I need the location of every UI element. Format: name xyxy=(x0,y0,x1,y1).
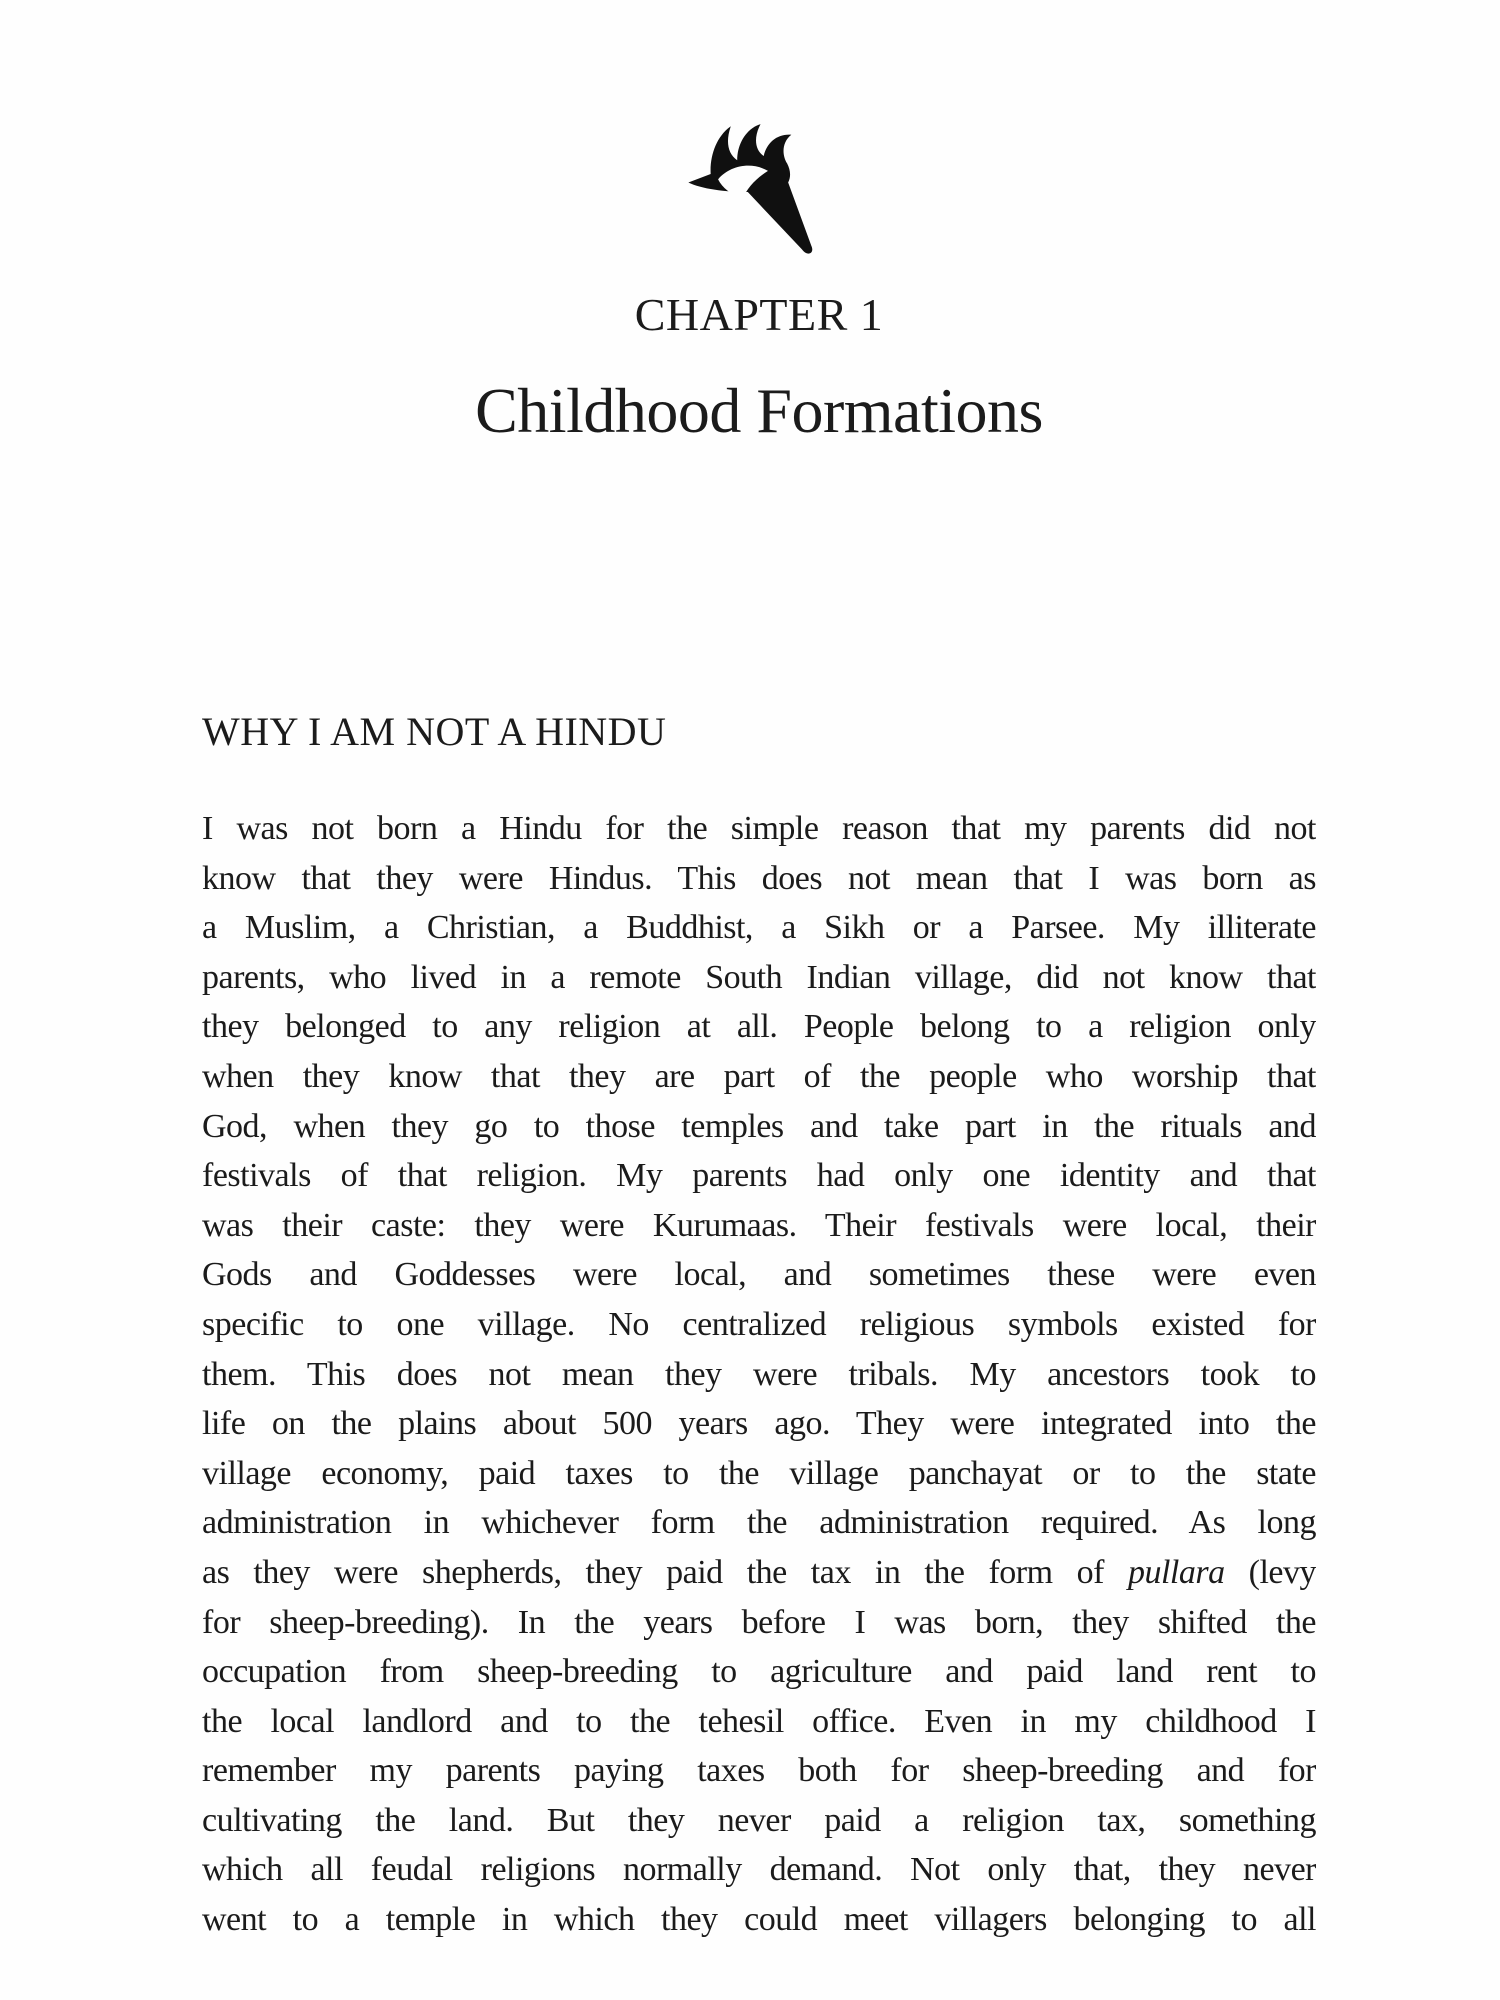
text-segment: parents, who lived in a remote South Indian village, did not know that xyxy=(202,958,1316,996)
body-line xyxy=(202,1548,1316,1598)
text-segment: administration in whichever form the administration required. As long xyxy=(202,1504,1316,1542)
text-segment: they belonged to any religion at all. People belong to a religion only xyxy=(202,1008,1316,1046)
text-segment: when they know that they are part of the people who worship that xyxy=(202,1057,1316,1095)
chapter-title: Childhood Formations xyxy=(475,375,1043,446)
text-segment: the local landlord and to the tehesil office. Even in my childhood I xyxy=(202,1702,1316,1740)
text-segment: (levy xyxy=(1224,1553,1316,1591)
body-line xyxy=(202,1647,1316,1697)
body-line xyxy=(202,953,1316,1003)
chapter-number-label: CHAPTER 1 xyxy=(634,289,884,340)
body-line xyxy=(202,1399,1316,1449)
body-line xyxy=(202,1746,1316,1796)
text-segment: a Muslim, a Christian, a Buddhist, a Sikh or a Parsee. My illiterate xyxy=(202,909,1316,947)
body-line xyxy=(202,1250,1316,1300)
body-line xyxy=(202,1151,1316,1201)
text-segment: which all feudal religions normally demand. Not only that, they never xyxy=(202,1851,1316,1889)
body-paragraph xyxy=(202,804,1316,1945)
body-line xyxy=(202,1052,1316,1102)
text-segment: occupation from sheep-breeding to agriculture and paid land rent to xyxy=(202,1653,1316,1691)
text-segment: for sheep-breeding). In the years before I was born, they shifted the xyxy=(202,1603,1316,1641)
text-segment: know that they were Hindus. This does not mean that I was born as xyxy=(202,859,1316,897)
italic-text: pullara xyxy=(1127,1553,1225,1591)
text-segment: went to a temple in which they could meet villagers belonging to all xyxy=(202,1901,1316,1939)
text-segment: them. This does not mean they were tribals. My ancestors took to xyxy=(202,1355,1316,1393)
text-segment: I was not born a Hindu for the simple reason that my parents did not xyxy=(202,810,1316,847)
body-line xyxy=(202,1350,1316,1400)
text-segment: cultivating the land. But they never paid a religion tax, something xyxy=(202,1801,1316,1839)
body-line xyxy=(202,804,1316,854)
body-line xyxy=(202,1102,1316,1152)
section-heading: WHY I AM NOT A HINDU xyxy=(202,709,667,754)
text-segment: remember my parents paying taxes both for sheep-breeding and for xyxy=(202,1752,1316,1790)
body-line xyxy=(202,1697,1316,1747)
text-segment: was their caste: they were Kurumaas. Their festivals were local, their xyxy=(202,1206,1316,1244)
body-line xyxy=(202,1895,1316,1945)
body-line xyxy=(202,1300,1316,1350)
body-line xyxy=(202,1796,1316,1846)
text-segment: Gods and Goddesses were local, and sometimes these were even xyxy=(202,1256,1316,1294)
text-segment: God, when they go to those temples and take part in the rituals and xyxy=(202,1107,1316,1145)
body-line xyxy=(202,1002,1316,1052)
body-line xyxy=(202,1598,1316,1648)
text-segment: festivals of that religion. My parents had only one identity and that xyxy=(202,1157,1316,1195)
text-segment: village economy, paid taxes to the village panchayat or to the state xyxy=(202,1454,1316,1492)
text-segment: as they were shepherds, they paid the tax in the form of xyxy=(202,1553,1128,1591)
body-line xyxy=(202,903,1316,953)
body-line xyxy=(202,1201,1316,1251)
body-line xyxy=(202,854,1316,904)
flame-torch-ornament-icon xyxy=(682,122,820,260)
text-segment: life on the plains about 500 years ago. They were integrated into the xyxy=(202,1405,1316,1443)
body-line xyxy=(202,1498,1316,1548)
text-segment: specific to one village. No centralized religious symbols existed for xyxy=(202,1305,1316,1343)
body-line xyxy=(202,1449,1316,1499)
body-line xyxy=(202,1845,1316,1895)
